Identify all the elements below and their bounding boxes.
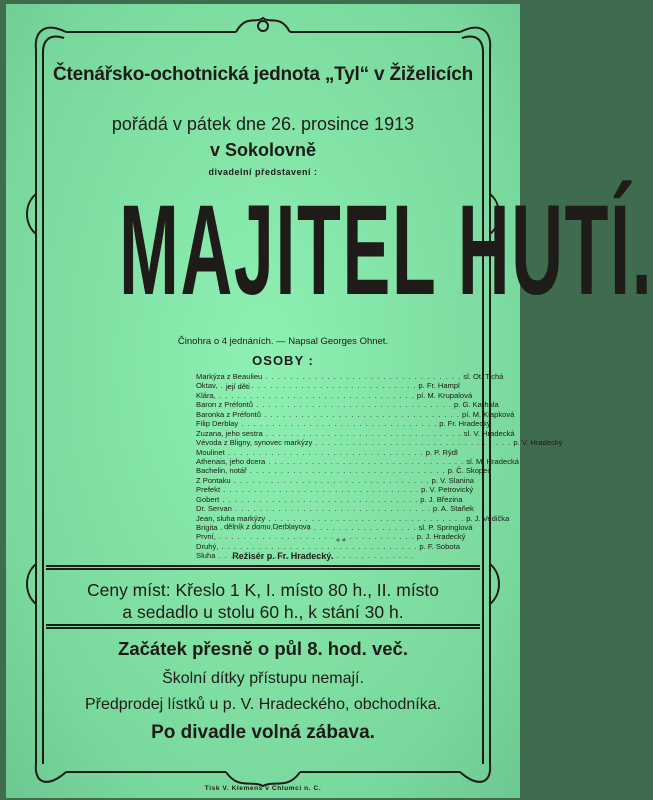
- cast-role: Druhý, . . .: [196, 542, 417, 551]
- venue-line: v Sokolovně: [209, 140, 317, 160]
- cast-list: [196, 372, 563, 561]
- start-time-line: Začátek přesně o půl 8. hod. več.: [118, 638, 408, 659]
- prices-line-1: Ceny míst: Křeslo 1 K, I. místo 80 h., II. místo: [86, 580, 440, 600]
- cast-actor: p. F. Sobota: [419, 541, 460, 551]
- cast-row: [196, 428, 515, 438]
- cast-actor: p. Fr. Hampl: [418, 381, 460, 391]
- cast-stars: * *: [336, 537, 346, 546]
- cast-role: Baronka z Préfontů . . .: [196, 410, 460, 419]
- play-title: MAJITEL HUTÍ.: [119, 179, 653, 322]
- cast-row: [196, 494, 463, 504]
- cast-actor: sl. V. Hradecká: [463, 428, 515, 438]
- cast-row: [196, 409, 515, 419]
- cast-actor: p. Č. Skopec: [447, 466, 492, 476]
- cast-row: [196, 532, 466, 542]
- performance-label: divadelní představení :: [208, 167, 318, 177]
- cast-row: [196, 390, 473, 400]
- cast-role: Prefekt . . .: [196, 485, 419, 494]
- cast-role: Klára, . . .: [196, 391, 415, 400]
- cast-actor: pí. M. Krupalová: [416, 390, 473, 400]
- cast-role: Athenais, jeho dcera . . .: [196, 457, 464, 466]
- cast-row: [196, 541, 460, 551]
- cast-actor: p. J. Březina: [420, 494, 463, 504]
- poster: [6, 4, 653, 798]
- cast-actor: p. Fr. Hradecký: [439, 419, 491, 429]
- cast-role: Oktav, . . .: [196, 381, 416, 390]
- organizer-line: Čtenářsko-ochotnická jednota „Tyl“ v Žiželicích: [53, 64, 473, 85]
- cast-actor: sl. Ot. Tichá: [463, 372, 504, 381]
- cast-actor: p. J. Vedička: [466, 513, 510, 523]
- prices-line-2: a sedadlo u stolu 60 h., k stání 30 h.: [122, 602, 404, 622]
- cast-role: Moulinet . . .: [196, 448, 424, 457]
- cast-role: Sluha . . .: [196, 551, 414, 560]
- cast-row: [196, 466, 492, 476]
- director-line: Režisér p. Fr. Hradecký.: [232, 551, 334, 561]
- cast-role: Brigita . . .: [196, 523, 417, 532]
- cast-row: [196, 419, 491, 429]
- cast-role: Dr. Servan . . .: [196, 504, 431, 513]
- cast-actor: sl. M. Hradecká: [466, 456, 520, 466]
- children-notice: Školní dítky přístupu nemají.: [162, 670, 364, 687]
- cast-kin-note: její děti: [226, 382, 250, 391]
- cast-role: Z Pontaku . . .: [196, 476, 430, 485]
- cast-role: Jean, sluha markýzy . . .: [196, 514, 464, 523]
- cast-role: Zuzana, jeho sestra . . .: [196, 429, 462, 438]
- cast-row: [196, 475, 475, 485]
- cast-actor: p. G. Karhula: [454, 400, 499, 410]
- cast-role: Gobert . . .: [196, 495, 418, 504]
- cast-role: Bachelin, notář . . .: [196, 466, 446, 475]
- cast-row: [196, 400, 499, 410]
- cast-role: Markýza z Beaulieu . . .: [196, 372, 461, 381]
- cast-role: První, . . .: [196, 532, 415, 541]
- after-party-line: Po divadle volná zábava.: [151, 722, 375, 743]
- genre-line: Činohra o 4 jednáních. — Napsal Georges Ohnet.: [177, 336, 389, 347]
- cast-row: [196, 485, 474, 495]
- cast-role: Filip Derblay . . .: [196, 419, 437, 428]
- cast-actor: pí. M. Klapková: [462, 409, 515, 419]
- cast-actor: p. V. Petrovický: [421, 485, 474, 495]
- printer-credit: Tisk V. Klemens v Chlumci n. C.: [204, 785, 322, 792]
- prices-block: [6, 579, 520, 623]
- cast-row: [196, 504, 474, 514]
- cast-actor: p. J. Hradecký: [416, 532, 466, 542]
- cast-row: [196, 456, 520, 466]
- cast-servants-note: dělník z domu Derblayova: [224, 522, 311, 531]
- presale-notice: Předprodej lístků u p. V. Hradeckého, obchodníka.: [84, 696, 442, 713]
- cast-heading: OSOBY :: [252, 353, 314, 368]
- cast-actor: p. A. Staňek: [432, 504, 474, 514]
- cast-row: [196, 372, 504, 381]
- date-line: pořádá v pátek dne 26. prosince 1913: [111, 114, 415, 134]
- cast-role: Vévoda z Bligny, synovec markýzy . . .: [196, 438, 511, 447]
- cast-actor: p. V. Hradecký: [513, 438, 563, 448]
- cast-actor: sl. P. Springlová: [418, 523, 473, 532]
- cast-role: Baron z Préfontů . . .: [196, 400, 452, 409]
- cast-actor: p. P. Rýdl: [425, 447, 458, 457]
- cast-row: [196, 381, 460, 391]
- cast-actor: p. V. Slanina: [431, 475, 475, 485]
- cast-row: [196, 447, 458, 457]
- cast-row: [196, 438, 563, 448]
